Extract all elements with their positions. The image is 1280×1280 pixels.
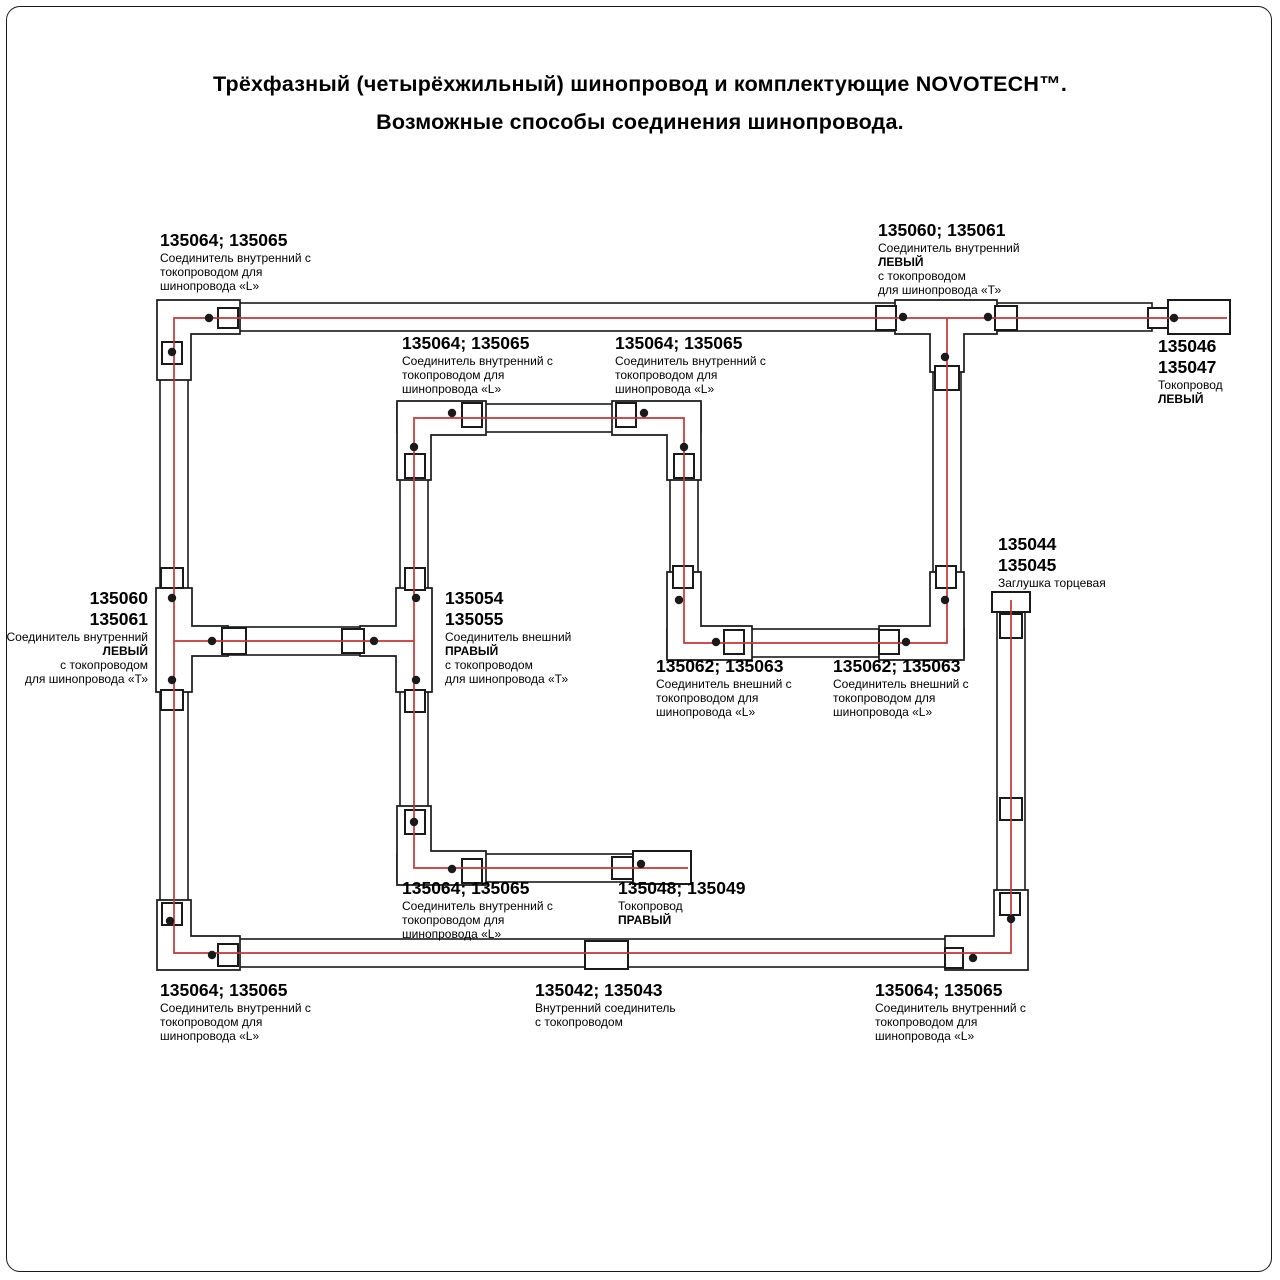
dot	[166, 917, 174, 925]
part-desc-line: Токопровод	[1158, 378, 1223, 392]
part-code: 135055	[445, 609, 504, 629]
joint-box	[1000, 893, 1020, 915]
joint-box	[161, 568, 183, 588]
part-code: 135044	[998, 534, 1057, 554]
part-code: 135054	[445, 588, 504, 608]
part-label-bottom-straight	[535, 980, 676, 1029]
part-desc-line: шинопровода «L»	[160, 279, 260, 293]
part-code: 135064; 135065	[615, 333, 743, 353]
part-code: 135045	[998, 555, 1057, 575]
joint-box	[405, 568, 425, 590]
part-label-outer-corner-left	[656, 656, 792, 719]
straight-connector-box	[585, 941, 628, 969]
part-code: 135064; 135065	[160, 230, 288, 250]
part-desc-line: Соединитель внутренний	[878, 241, 1020, 255]
part-desc-line: шинопровода «L»	[656, 705, 756, 719]
tee-left	[156, 588, 228, 692]
part-desc-line: Соединитель внутренний с	[875, 1001, 1026, 1015]
dot	[637, 860, 645, 868]
part-desc-line: с токопроводом	[60, 658, 148, 672]
dot	[205, 314, 213, 322]
part-code: 135064; 135065	[160, 980, 288, 1000]
diagram-title-line1: Трёхфазный (четырёхжильный) шинопровод и комплектующие NOVOTECH™.	[212, 72, 1068, 96]
part-desc-line: с токопроводом	[535, 1015, 623, 1029]
part-desc-line: Соединитель внешний	[445, 630, 572, 644]
dot	[712, 638, 720, 646]
part-desc-line: Соединитель внутренний с	[160, 251, 311, 265]
dot	[412, 676, 420, 684]
dot	[1170, 314, 1178, 322]
dot	[370, 637, 378, 645]
joint-box	[405, 454, 425, 478]
joint-box	[945, 948, 963, 968]
dot	[984, 313, 992, 321]
part-desc-line: Соединитель внутренний	[6, 630, 148, 644]
part-label-inner-bottom-corner	[402, 878, 553, 941]
dot	[168, 594, 176, 602]
part-desc-line: токопроводом для	[615, 368, 718, 382]
dot	[448, 865, 456, 873]
dot	[168, 348, 176, 356]
joint-box	[218, 944, 238, 966]
part-desc-line: для шинопровода «Т»	[24, 672, 148, 686]
part-label-top-left-corner	[160, 230, 311, 293]
part-code: 135046	[1158, 336, 1217, 356]
dot	[410, 443, 418, 451]
part-desc-line: ПРАВЫЙ	[618, 913, 672, 927]
part-code: 135064; 135065	[402, 878, 530, 898]
joint-box	[462, 403, 482, 427]
dot	[899, 313, 907, 321]
part-desc-line: шинопровода «L»	[160, 1029, 260, 1043]
dot	[208, 951, 216, 959]
part-desc-line: Соединитель внутренний с	[402, 899, 553, 913]
part-desc-line: ЛЕВЫЙ	[1158, 392, 1204, 406]
dot	[412, 594, 420, 602]
part-desc-line: Соединитель внутренний с	[402, 354, 553, 368]
part-desc-line: ЛЕВЫЙ	[878, 255, 924, 269]
dot	[448, 409, 456, 417]
part-label-inner-tee	[445, 588, 571, 686]
part-code: 135047	[1158, 357, 1217, 377]
part-code: 135064; 135065	[875, 980, 1003, 1000]
part-desc-line: Соединитель внешний с	[656, 677, 792, 691]
part-label-inner-top-left-corner	[402, 333, 553, 396]
diagram-title-line2: Возможные способы соединения шинопровода.	[376, 110, 904, 134]
part-desc-line: токопроводом для	[160, 265, 263, 279]
part-code: 135062; 135063	[656, 656, 784, 676]
dot	[640, 409, 648, 417]
part-desc-line: Соединитель внутренний с	[615, 354, 766, 368]
part-desc-line: токопроводом для	[402, 913, 505, 927]
dot	[675, 596, 683, 604]
joint-box	[879, 630, 899, 654]
part-label-feed-left	[1158, 336, 1223, 406]
dot	[208, 637, 216, 645]
part-code: 135061	[89, 609, 148, 629]
part-desc-line: для шинопровода «Т»	[878, 283, 1002, 297]
joint-box	[616, 403, 636, 427]
part-desc-line: ПРАВЫЙ	[445, 644, 499, 658]
part-desc-line: Токопровод	[618, 899, 683, 913]
part-desc-line: шинопровода «L»	[833, 705, 933, 719]
dot	[902, 638, 910, 646]
part-desc-line: токопроводом для	[656, 691, 759, 705]
part-desc-line: шинопровода «L»	[615, 382, 715, 396]
part-label-inner-top-right-corner	[615, 333, 766, 396]
tee-top	[895, 300, 997, 372]
dot	[941, 353, 949, 361]
part-code: 135060	[89, 588, 148, 608]
part-desc-line: шинопровода «L»	[875, 1029, 975, 1043]
joint-box	[405, 690, 425, 712]
part-desc-line: ЛЕВЫЙ	[102, 644, 148, 658]
dot	[168, 676, 176, 684]
part-label-end-cap	[998, 534, 1106, 590]
part-code: 135062; 135063	[833, 656, 961, 676]
part-desc-line: Соединитель внешний с	[833, 677, 969, 691]
part-desc-line: токопроводом для	[833, 691, 936, 705]
part-code: 135064; 135065	[402, 333, 530, 353]
part-desc-line: шинопровода «L»	[402, 927, 502, 941]
part-desc-line: шинопровода «L»	[402, 382, 502, 396]
dot	[680, 443, 688, 451]
part-label-bottom-left-corner	[160, 980, 311, 1043]
part-desc-line: токопроводом для	[875, 1015, 978, 1029]
part-desc-line: токопроводом для	[160, 1015, 263, 1029]
joint-box	[936, 566, 956, 588]
part-label-outer-corner-right	[833, 656, 969, 719]
part-desc-line: Соединитель внутренний с	[160, 1001, 311, 1015]
part-label-top-tee	[878, 220, 1020, 297]
part-label-feed-right	[618, 878, 745, 927]
part-code: 135060; 135061	[878, 220, 1006, 240]
part-label-left-tee	[6, 588, 148, 686]
dot	[1007, 915, 1015, 923]
part-desc-line: Заглушка торцевая	[998, 576, 1106, 590]
joint-box	[673, 566, 693, 588]
part-code: 135042; 135043	[535, 980, 663, 1000]
dot	[410, 818, 418, 826]
dot	[969, 954, 977, 962]
part-desc-line: с токопроводом	[445, 658, 533, 672]
dot	[941, 596, 949, 604]
part-label-bottom-right-corner	[875, 980, 1026, 1043]
part-code: 135048; 135049	[618, 878, 746, 898]
part-desc-line: Внутренний соединитель	[535, 1001, 676, 1015]
part-desc-line: с токопроводом	[878, 269, 966, 283]
joint-box	[161, 690, 183, 710]
part-desc-line: для шинопровода «Т»	[445, 672, 569, 686]
joint-box	[724, 630, 744, 654]
part-desc-line: токопроводом для	[402, 368, 505, 382]
